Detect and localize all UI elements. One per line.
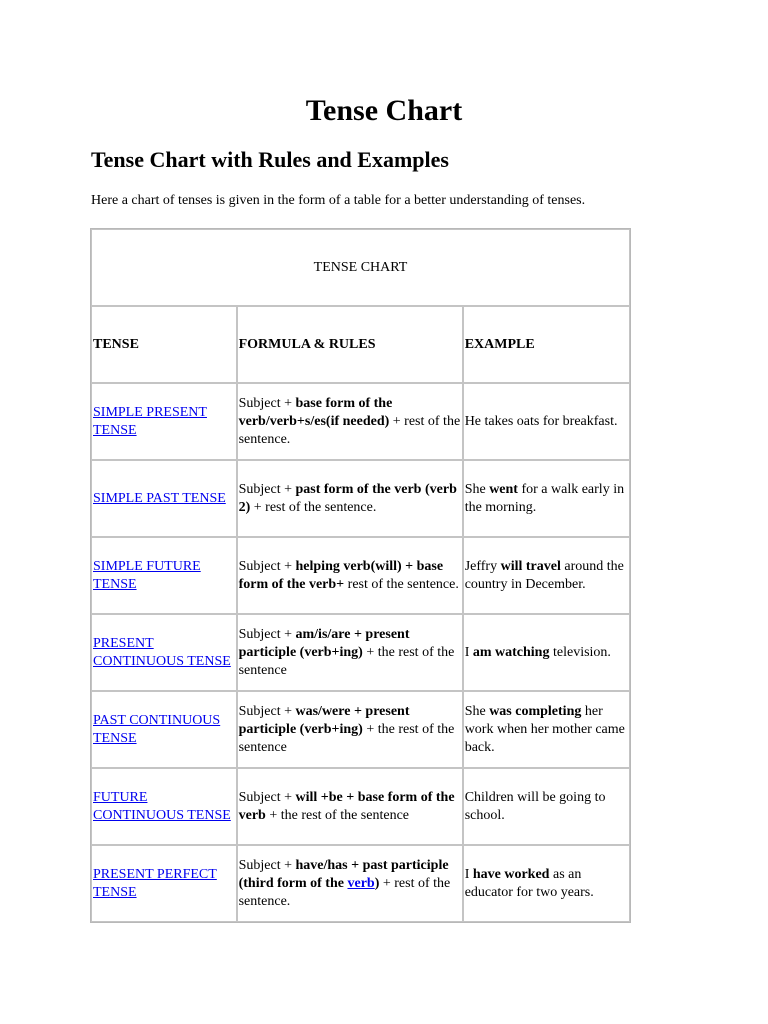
rule-cell — [237, 845, 463, 922]
example-text: for a walk early in the morning. — [464, 481, 625, 515]
rule-text: + rest of the sentence. — [250, 499, 377, 515]
example-cell — [463, 768, 630, 845]
example-text: as an educator for two years. — [464, 866, 594, 900]
page-title: Tense Chart — [305, 94, 463, 127]
example-text: I — [464, 644, 473, 660]
tense-link-simple-past[interactable]: SIMPLE PAST TENSE — [93, 490, 226, 506]
example-text: Children will be going to school. — [464, 789, 606, 823]
example-text: Jeffry — [464, 558, 501, 574]
tense-cell — [91, 845, 237, 922]
tense-link-future-continuous[interactable]: FUTURE CONTINUOUS TENSE — [93, 789, 231, 823]
tense-link-present-perfect[interactable]: PRESENT PERFECT TENSE — [93, 866, 217, 900]
rule-cell — [237, 383, 463, 460]
rule-text: + the rest of the sentence — [265, 807, 409, 823]
example-text: I — [464, 866, 473, 882]
verb-link[interactable]: verb — [347, 875, 375, 891]
example-bold-text: went — [489, 481, 518, 497]
table-row — [91, 614, 630, 691]
example-bold-text: have worked — [472, 866, 550, 882]
rule-cell — [237, 768, 463, 845]
example-bold-text: was completing — [489, 703, 582, 719]
page-subtitle: Tense Chart with Rules and Examples — [91, 147, 449, 172]
tense-cell — [91, 537, 237, 614]
rule-bold-text: am/is/are + present participle (verb+ing) — [238, 626, 410, 660]
tense-cell — [91, 383, 237, 460]
tense-link-simple-present[interactable]: SIMPLE PRESENT TENSE — [93, 404, 207, 438]
example-text: He takes oats for breakfast. — [464, 413, 618, 429]
rule-text: + the rest of the sentence — [238, 644, 455, 678]
rule-text: + rest of the sentence. — [238, 413, 461, 447]
rule-text: Subject + — [238, 703, 296, 719]
rule-bold-text: base form of the verb/verb+s/es(if needed) — [238, 395, 393, 429]
rule-text: Subject + — [238, 558, 296, 574]
table-caption: TENSE CHART — [91, 229, 630, 306]
example-bold-text: will travel — [500, 558, 561, 574]
rule-bold-text: will +be + base form of the verb — [238, 789, 455, 823]
example-cell — [463, 614, 630, 691]
example-cell — [463, 537, 630, 614]
rule-text: rest of the sentence. — [344, 576, 459, 592]
rule-text: Subject + — [238, 857, 296, 873]
tense-cell — [91, 460, 237, 537]
rule-bold-part: ) — [374, 875, 380, 891]
rule-text: Subject + — [238, 626, 296, 642]
example-cell — [463, 691, 630, 768]
rule-text: Subject + — [238, 395, 296, 411]
example-bold-text: am watching — [472, 644, 550, 660]
rule-bold-part: have/has + past participle (third form of the — [238, 857, 449, 891]
rule-text: Subject + — [238, 481, 296, 497]
rule-bold-text: was/were + present participle (verb+ing) — [238, 703, 410, 737]
header-formula-rules: FORMULA & RULES — [237, 306, 463, 383]
rule-text: + the rest of the sentence — [238, 721, 455, 755]
table-row — [91, 537, 630, 614]
rule-text: Subject + — [238, 789, 296, 805]
example-text: television. — [549, 644, 611, 660]
tense-cell — [91, 768, 237, 845]
example-text: She — [464, 481, 490, 497]
tense-link-past-continuous[interactable]: PAST CONTINUOUS TENSE — [93, 712, 221, 746]
example-cell — [463, 845, 630, 922]
table-row — [91, 845, 630, 922]
rule-bold-text: helping verb(will) + base form of the verb+ — [238, 558, 444, 592]
example-text: around the country in December. — [464, 558, 624, 592]
intro-paragraph: Here a chart of tenses is given in the form of a table for a better understanding of tenses. — [91, 193, 586, 208]
header-example: EXAMPLE — [463, 306, 630, 383]
rule-cell — [237, 614, 463, 691]
table-row — [91, 768, 630, 845]
example-cell — [463, 460, 630, 537]
rule-text: + rest of the sentence. — [238, 875, 451, 909]
tense-chart-table — [90, 228, 631, 923]
table-row — [91, 383, 630, 460]
table-row — [91, 460, 630, 537]
tense-cell — [91, 614, 237, 691]
table-row — [91, 691, 630, 768]
tense-link-simple-future[interactable]: SIMPLE FUTURE TENSE — [93, 558, 201, 592]
rule-cell — [237, 537, 463, 614]
rule-cell — [237, 460, 463, 537]
tense-cell — [91, 691, 237, 768]
rule-bold-text: past form of the verb (verb 2) — [238, 481, 457, 515]
example-text: She — [464, 703, 490, 719]
header-tense: TENSE — [91, 306, 237, 383]
example-text: her work when her mother came back. — [464, 703, 625, 755]
table-header-row — [91, 306, 630, 383]
tense-link-present-continuous[interactable]: PRESENT CONTINUOUS TENSE — [93, 635, 231, 669]
rule-cell — [237, 691, 463, 768]
example-cell — [463, 383, 630, 460]
